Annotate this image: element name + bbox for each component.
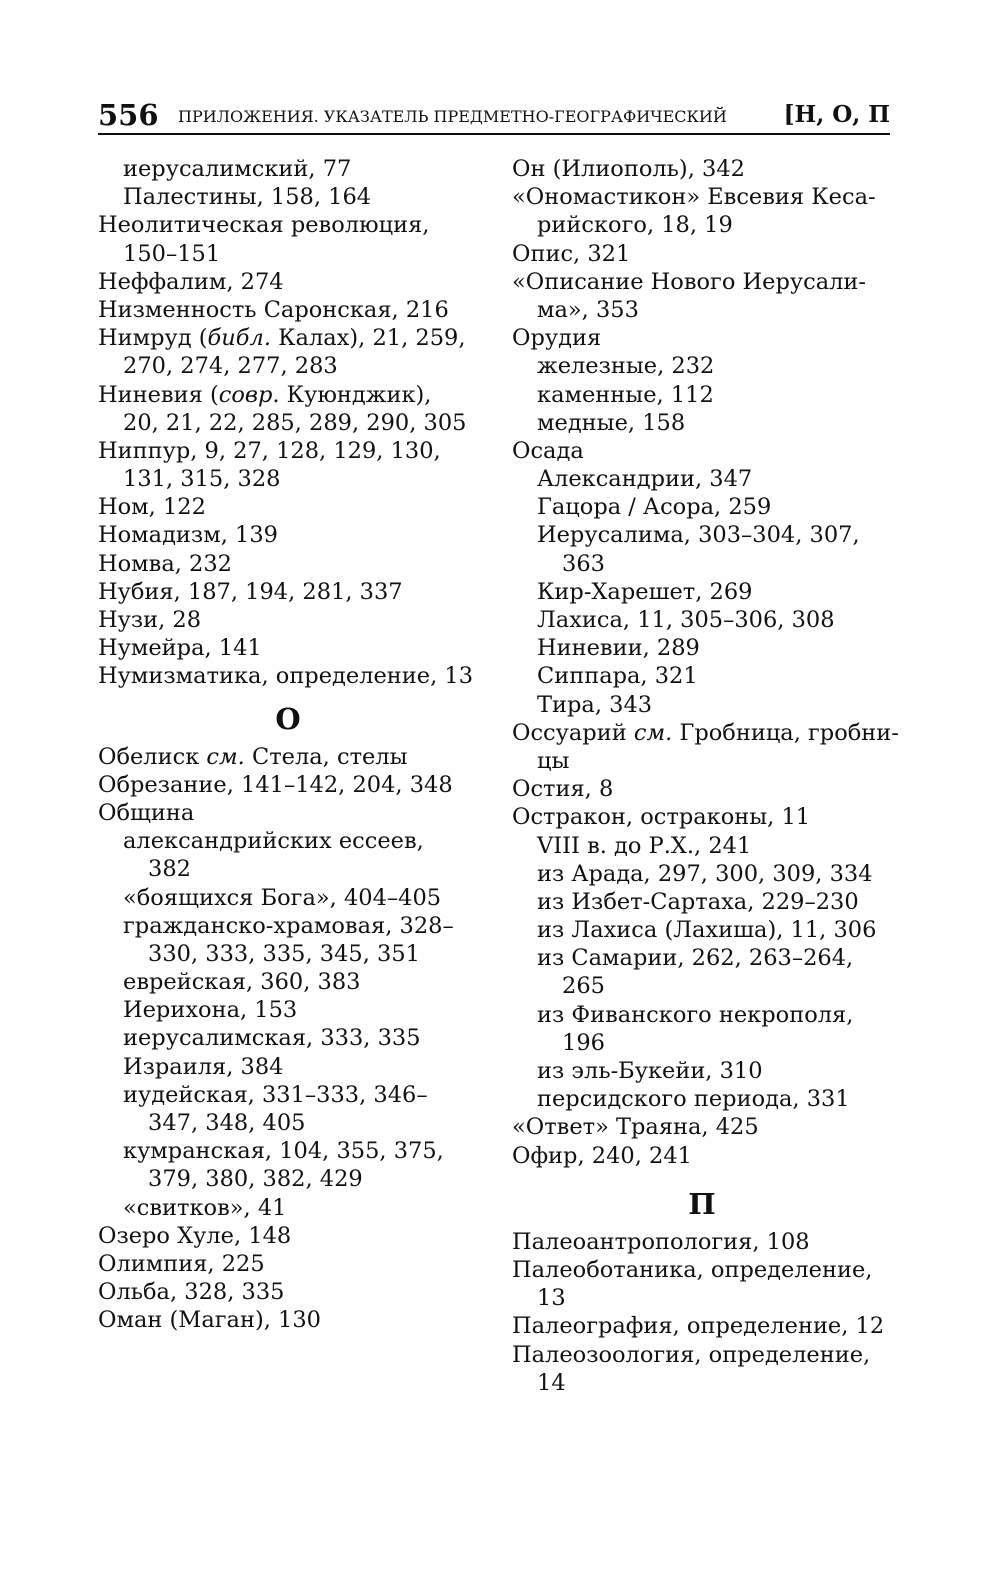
index-subentry: 196 bbox=[562, 1029, 605, 1056]
index-entry: Низменность Саронская, 216 bbox=[98, 296, 449, 323]
entry-text: Стела, стелы bbox=[244, 743, 408, 770]
index-entry: Номва, 232 bbox=[98, 550, 233, 577]
index-entry: «Описание Нового Иерусали- bbox=[512, 268, 867, 295]
index-entry bbox=[98, 743, 478, 771]
abbrev-italic: см. bbox=[206, 743, 245, 770]
index-subentry: иудейская, 331–333, 346– bbox=[123, 1081, 428, 1108]
index-entry: 150–151 bbox=[123, 240, 221, 267]
index-entry: Орудия bbox=[512, 325, 602, 352]
index-entry: Опис, 321 bbox=[512, 240, 631, 267]
index-subentry: персидского периода, 331 bbox=[537, 1086, 850, 1113]
entry-text: Калах), 21, 259, bbox=[270, 325, 466, 352]
index-entry: Обрезание, 141–142, 204, 348 bbox=[98, 771, 453, 798]
index-entry: цы bbox=[537, 747, 570, 774]
index-subentry: медные, 158 bbox=[537, 409, 686, 436]
index-entry: Остракон, остраконы, 11 bbox=[512, 804, 811, 831]
index-entry: 14 bbox=[537, 1369, 566, 1396]
index-entry: «Ответ» Траяна, 425 bbox=[512, 1114, 759, 1141]
index-entry: Неолитическая революция, bbox=[98, 212, 430, 239]
index-subentry: александрийских ессеев, bbox=[123, 828, 424, 855]
abbrev-italic: совр. bbox=[218, 381, 280, 408]
index-entry: 270, 274, 277, 283 bbox=[123, 353, 338, 380]
index-subentry: Иерихона, 153 bbox=[123, 997, 298, 1024]
index-subentry: Лахиса, 11, 305–306, 308 bbox=[537, 607, 835, 633]
index-subentry: Иерусалима, 303–304, 307, bbox=[537, 522, 860, 549]
entry-text: Нимруд ( bbox=[98, 325, 208, 352]
index-subentry: гражданско-храмовая, 328– bbox=[123, 912, 454, 939]
letter-range: [Н, О, П bbox=[783, 101, 890, 128]
index-subentry: кумранская, 104, 355, 375, bbox=[123, 1138, 444, 1165]
section-letter-o: О bbox=[275, 701, 301, 736]
index-entry bbox=[512, 719, 899, 747]
index-entry: Палеозоология, определение, bbox=[512, 1341, 871, 1368]
index-subentry: железные, 232 bbox=[537, 353, 715, 380]
index-subentry: 347, 348, 405 bbox=[148, 1110, 306, 1136]
index-subentry: 382 bbox=[148, 856, 191, 883]
index-subentry: из Самарии, 262, 263–264, bbox=[537, 945, 854, 972]
section-gap bbox=[512, 1170, 892, 1176]
index-subentry: еврейская, 360, 383 bbox=[123, 969, 361, 996]
index-entry: Палеоботаника, определение, bbox=[512, 1256, 873, 1283]
index-entry: Нумейра, 141 bbox=[98, 635, 262, 662]
page-header bbox=[98, 98, 890, 132]
index-entry: Ниппур, 9, 27, 128, 129, 130, bbox=[98, 437, 441, 464]
index-entry bbox=[98, 324, 478, 352]
index-entry: Община bbox=[98, 799, 195, 826]
index-entry bbox=[98, 381, 478, 409]
abbrev-italic: см. bbox=[633, 719, 673, 746]
index-entry: «Ономастикон» Евсевия Кеса- bbox=[512, 184, 876, 211]
index-entry: Нубия, 187, 194, 281, 337 bbox=[98, 578, 403, 605]
index-entry: 13 bbox=[537, 1285, 566, 1312]
index-entry: Осада bbox=[512, 437, 584, 464]
index-subentry: из Лахиса (Лахиша), 11, 306 bbox=[537, 917, 877, 944]
index-entry: Неффалим, 274 bbox=[98, 268, 284, 295]
index-subentry: 379, 380, 382, 429 bbox=[148, 1166, 363, 1193]
index-subentry: из Арада, 297, 300, 309, 334 bbox=[537, 860, 873, 887]
index-entry: Нузи, 28 bbox=[98, 607, 202, 633]
index-entry: Он (Илиополь), 342 bbox=[512, 156, 745, 182]
entry-text: Оссуарий bbox=[512, 719, 634, 746]
index-subentry: Сиппара, 321 bbox=[537, 663, 698, 690]
index-subentry: «свитков», 41 bbox=[123, 1194, 287, 1221]
index-subentry: 363 bbox=[562, 550, 605, 577]
index-subentry: Тира, 343 bbox=[537, 691, 653, 718]
index-entry: Нумизматика, определение, 13 bbox=[98, 663, 474, 690]
index-entry: 131, 315, 328 bbox=[123, 466, 281, 493]
index-subentry: Израиля, 384 bbox=[123, 1053, 284, 1080]
index-subentry: Александрии, 347 bbox=[537, 466, 753, 493]
index-entry: Палестины, 158, 164 bbox=[123, 184, 372, 211]
index-subentry: 265 bbox=[562, 973, 605, 1000]
index-subentry: из Фиванского некрополя, bbox=[537, 1001, 854, 1028]
index-entry: Оман (Маган), 130 bbox=[98, 1307, 321, 1334]
index-entry: Остия, 8 bbox=[512, 776, 614, 803]
index-subentry: из Избет-Сартаха, 229–230 bbox=[537, 888, 859, 915]
index-subentry: VIII в. до Р.Х., 241 bbox=[537, 832, 752, 859]
index-entry: ма», 353 bbox=[537, 296, 639, 323]
index-subentry: из эль-Букейи, 310 bbox=[537, 1058, 763, 1084]
header-rule bbox=[98, 133, 890, 135]
entry-text: Куюнджик), bbox=[279, 381, 432, 408]
index-subentry: иерусалимская, 333, 335 bbox=[123, 1025, 421, 1052]
entry-text: Обелиск bbox=[98, 743, 207, 770]
index-entry: Палеоантропология, 108 bbox=[512, 1228, 810, 1255]
index-entry: Ольба, 328, 335 bbox=[98, 1279, 285, 1306]
index-subentry: Кир-Харешет, 269 bbox=[537, 578, 753, 605]
index-entry: Палеография, определение, 12 bbox=[512, 1313, 885, 1340]
index-entry: Озеро Хуле, 148 bbox=[98, 1222, 292, 1249]
section-letter-p: П bbox=[688, 1186, 716, 1221]
index-entry: рийского, 18, 19 bbox=[537, 212, 733, 239]
index-entry: иерусалимский, 77 bbox=[123, 156, 352, 182]
running-title: ПРИЛОЖЕНИЯ. УКАЗАТЕЛЬ ПРЕДМЕТНО-ГЕОГРАФИЧЕСКИЙ bbox=[178, 107, 727, 126]
entry-text: Гробница, гробни- bbox=[672, 719, 899, 746]
index-column-left bbox=[98, 155, 478, 1335]
index-entry: Офир, 240, 241 bbox=[512, 1142, 692, 1169]
index-column-right bbox=[512, 155, 899, 1397]
index-entry: Олимпия, 225 bbox=[98, 1250, 265, 1277]
index-entry: Номадизм, 139 bbox=[98, 522, 278, 549]
entry-text: Ниневия ( bbox=[98, 381, 219, 408]
index-subentry: 330, 333, 335, 345, 351 bbox=[148, 940, 420, 967]
index-subentry: каменные, 112 bbox=[537, 381, 714, 408]
index-entry: Ном, 122 bbox=[98, 494, 206, 521]
index-subentry: Гацора / Асора, 259 bbox=[537, 494, 772, 521]
abbrev-italic: библ. bbox=[207, 325, 271, 352]
index-entry: 20, 21, 22, 285, 289, 290, 305 bbox=[123, 409, 467, 436]
index-subentry: «боящихся Бога», 404–405 bbox=[123, 884, 442, 911]
index-subentry: Ниневии, 289 bbox=[537, 635, 700, 662]
page-number: 556 bbox=[98, 98, 159, 132]
